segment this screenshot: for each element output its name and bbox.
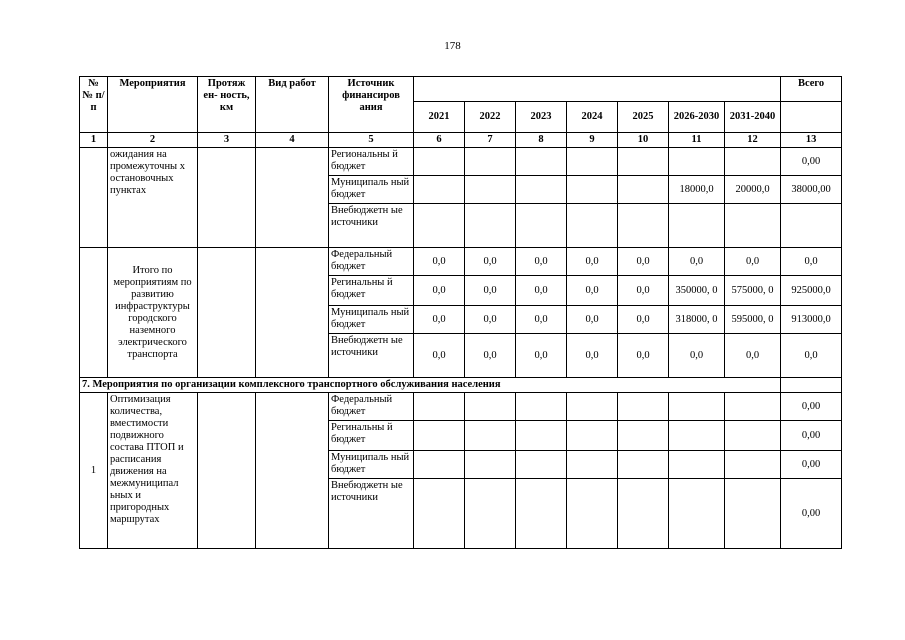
- year-value: 0,0: [414, 334, 465, 378]
- year-value: [516, 421, 567, 451]
- year-value: [669, 393, 725, 421]
- length-cell: [198, 148, 256, 248]
- row-total: 0,00: [781, 451, 842, 479]
- header-source: Источник финансиров ания: [329, 77, 414, 133]
- year-value: [618, 479, 669, 549]
- year-value: 0,0: [465, 306, 516, 334]
- year-value: [465, 176, 516, 204]
- year-value: 0,0: [618, 276, 669, 306]
- year-value: 0,0: [725, 334, 781, 378]
- column-number: 6: [414, 133, 465, 148]
- year-value: [725, 204, 781, 248]
- year-value: [567, 451, 618, 479]
- year-value: 0,0: [414, 248, 465, 276]
- year-value: [414, 393, 465, 421]
- year-value: [465, 393, 516, 421]
- column-number: 11: [669, 133, 725, 148]
- year-value: [567, 421, 618, 451]
- row-total: 925000,0: [781, 276, 842, 306]
- year-value: 18000,0: [669, 176, 725, 204]
- column-number: 12: [725, 133, 781, 148]
- year-value: 0,0: [669, 334, 725, 378]
- total-header-blank: [781, 102, 842, 133]
- column-number: 7: [465, 133, 516, 148]
- column-number: 4: [256, 133, 329, 148]
- year-value: [567, 479, 618, 549]
- year-value: 318000, 0: [669, 306, 725, 334]
- work-type-cell: [256, 393, 329, 549]
- year-header: 2026-2030: [669, 102, 725, 133]
- year-value: [618, 393, 669, 421]
- column-number: 3: [198, 133, 256, 148]
- year-header: 2021: [414, 102, 465, 133]
- year-value: [516, 451, 567, 479]
- year-value: 0,0: [567, 306, 618, 334]
- year-value: [725, 421, 781, 451]
- row-number: [80, 148, 108, 248]
- year-value: 0,0: [516, 334, 567, 378]
- funding-source: Внебюджетн ые источники: [329, 479, 414, 549]
- year-value: 0,0: [725, 248, 781, 276]
- year-header: 2025: [618, 102, 669, 133]
- row-total: 0,0: [781, 334, 842, 378]
- event-name: ожидания на промежуточны х остановочных пунктах: [108, 148, 198, 248]
- year-header: 2022: [465, 102, 516, 133]
- funding-source: Внебюджетн ые источники: [329, 204, 414, 248]
- row-total: 0,00: [781, 479, 842, 549]
- header-events: Мероприятия: [108, 77, 198, 133]
- funding-source: Федеральный бюджет: [329, 248, 414, 276]
- year-value: [414, 479, 465, 549]
- year-value: 0,0: [567, 276, 618, 306]
- year-value: [618, 148, 669, 176]
- row-total: 0,00: [781, 393, 842, 421]
- column-number: 13: [781, 133, 842, 148]
- year-header: 2023: [516, 102, 567, 133]
- year-value: [725, 479, 781, 549]
- event-name: Итого по мероприятиям по развитию инфраструктуры городского наземного электрического транспорта: [108, 248, 198, 378]
- year-value: 0,0: [465, 334, 516, 378]
- year-value: 0,0: [516, 248, 567, 276]
- work-type-cell: [256, 148, 329, 248]
- year-value: [669, 148, 725, 176]
- year-value: [516, 479, 567, 549]
- length-cell: [198, 393, 256, 549]
- header-total: Всего: [781, 77, 842, 102]
- year-value: [618, 204, 669, 248]
- section-row: [80, 378, 842, 393]
- year-value: 350000, 0: [669, 276, 725, 306]
- funding-source: Муниципаль ный бюджет: [329, 306, 414, 334]
- year-value: 0,0: [567, 248, 618, 276]
- work-type-cell: [256, 248, 329, 378]
- year-value: 0,0: [618, 248, 669, 276]
- funding-source: Внебюджетн ые источники: [329, 334, 414, 378]
- section-total-blank: [781, 378, 842, 393]
- year-value: [669, 204, 725, 248]
- funding-source: Федеральный бюджет: [329, 393, 414, 421]
- year-header: 2024: [567, 102, 618, 133]
- table-row: [80, 148, 842, 176]
- header-length: Протяж ен- ность, км: [198, 77, 256, 133]
- column-number: 9: [567, 133, 618, 148]
- header-num: № № п/п: [80, 77, 108, 133]
- year-value: [669, 451, 725, 479]
- header-years-group: [414, 77, 781, 102]
- year-value: [465, 421, 516, 451]
- year-value: [465, 204, 516, 248]
- year-value: 0,0: [618, 306, 669, 334]
- year-value: [669, 421, 725, 451]
- year-value: 0,0: [516, 306, 567, 334]
- year-value: [725, 393, 781, 421]
- year-value: [516, 204, 567, 248]
- funding-source: Муниципаль ный бюджет: [329, 451, 414, 479]
- column-number: 5: [329, 133, 414, 148]
- year-value: [516, 148, 567, 176]
- funding-source: Муниципаль ный бюджет: [329, 176, 414, 204]
- row-total: 0,0: [781, 248, 842, 276]
- table-row: [80, 248, 842, 276]
- funding-source: Регинальны й бюджет: [329, 276, 414, 306]
- year-value: [465, 148, 516, 176]
- year-value: [414, 421, 465, 451]
- page-number: 178: [444, 40, 461, 52]
- header-row-col-numbers: [80, 133, 842, 148]
- row-total: [781, 204, 842, 248]
- column-number: 1: [80, 133, 108, 148]
- funding-source: Регинальны й бюджет: [329, 421, 414, 451]
- year-value: [414, 148, 465, 176]
- row-total: 0,00: [781, 421, 842, 451]
- year-value: 0,0: [414, 276, 465, 306]
- table-row: [80, 393, 842, 421]
- year-value: 0,0: [516, 276, 567, 306]
- column-number: 2: [108, 133, 198, 148]
- row-total: 38000,00: [781, 176, 842, 204]
- year-value: [567, 176, 618, 204]
- row-total: 913000,0: [781, 306, 842, 334]
- header-row-1: [80, 77, 842, 102]
- year-value: [465, 451, 516, 479]
- year-value: [414, 204, 465, 248]
- length-cell: [198, 248, 256, 378]
- year-value: 0,0: [465, 276, 516, 306]
- event-name: Оптимизация количества, вместимости подвижного состава ПТОП и расписания движения на межмуниципал ьных и пригородных маршрутах: [108, 393, 198, 549]
- year-value: 0,0: [618, 334, 669, 378]
- year-value: [465, 479, 516, 549]
- year-header: 2031-2040: [725, 102, 781, 133]
- financing-table: [79, 76, 842, 549]
- year-value: [414, 451, 465, 479]
- year-value: 595000, 0: [725, 306, 781, 334]
- year-value: 575000, 0: [725, 276, 781, 306]
- year-value: [618, 421, 669, 451]
- column-number: 8: [516, 133, 567, 148]
- year-value: 0,0: [669, 248, 725, 276]
- year-value: [669, 479, 725, 549]
- year-value: [567, 393, 618, 421]
- row-number: 1: [80, 393, 108, 549]
- year-value: [725, 148, 781, 176]
- section-title: 7. Мероприятия по организации комплексного транспортного обслуживания населения: [80, 378, 781, 393]
- year-value: [567, 148, 618, 176]
- year-value: [516, 393, 567, 421]
- year-value: 0,0: [567, 334, 618, 378]
- year-value: [725, 451, 781, 479]
- year-value: 0,0: [414, 306, 465, 334]
- year-value: [618, 176, 669, 204]
- year-value: 20000,0: [725, 176, 781, 204]
- year-value: [516, 176, 567, 204]
- header-work-type: Вид работ: [256, 77, 329, 133]
- year-value: [414, 176, 465, 204]
- row-number: [80, 248, 108, 378]
- funding-source: Региональны й бюджет: [329, 148, 414, 176]
- column-number: 10: [618, 133, 669, 148]
- row-total: 0,00: [781, 148, 842, 176]
- year-value: 0,0: [465, 248, 516, 276]
- year-value: [618, 451, 669, 479]
- year-value: [567, 204, 618, 248]
